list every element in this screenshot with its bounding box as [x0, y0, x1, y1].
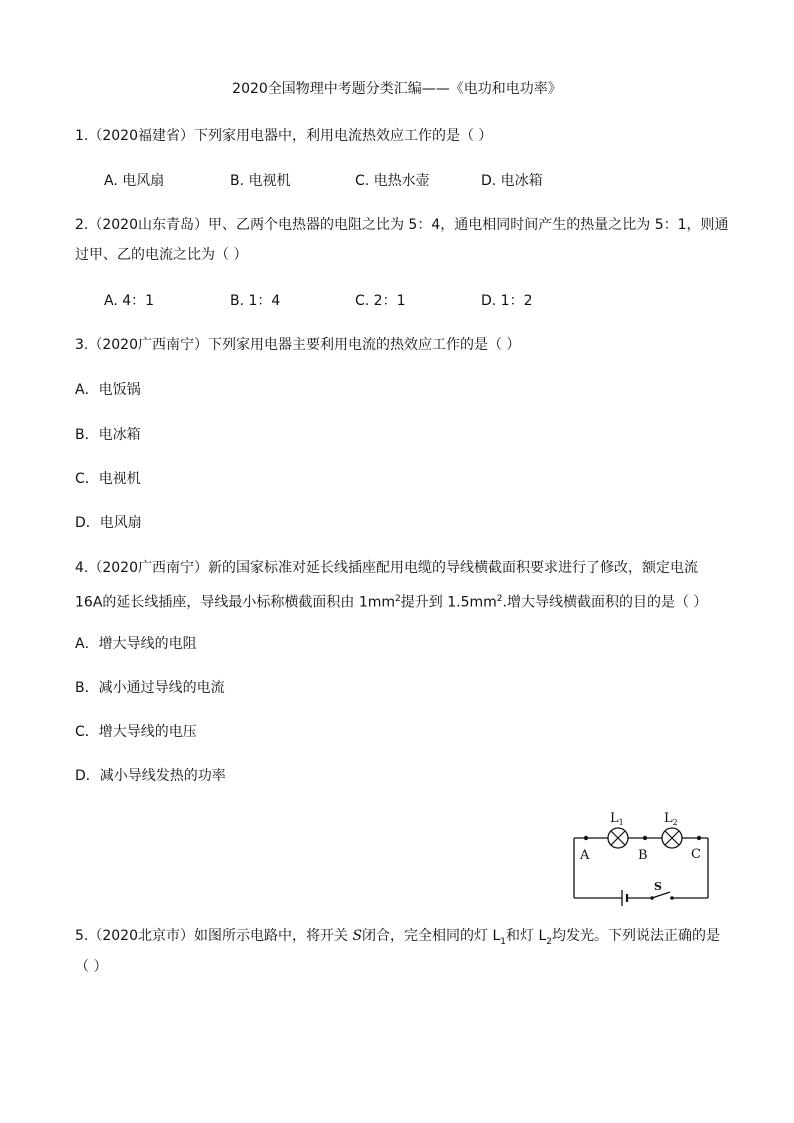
superscript-2: 2: [496, 594, 503, 604]
question-5-stem-part-d: 均发光。下列说法正确的是: [552, 928, 720, 944]
question-5-stem-part-c: 和灯 L: [506, 928, 547, 944]
question-4-option-d: D．减小导线发热的功率: [75, 768, 226, 784]
lamp-l1: [608, 828, 628, 848]
question-4-stem-part-a: 16A的延长线插座，导线最小标称横截面积由 1mm: [75, 594, 396, 611]
question-4-stem-part-c: .增大导线横截面积的目的是（ ）: [502, 594, 708, 611]
question-5-stem-part-b: 闭合，完全相同的灯 L: [362, 928, 501, 944]
question-4-option-a: A．增大导线的电阻: [75, 636, 197, 652]
question-3-option-d: D．电风扇: [75, 515, 142, 531]
question-4-option-b: B．减小通过导线的电流: [75, 680, 225, 696]
junction-a: [584, 836, 588, 840]
question-1-option-b: B. 电视机: [230, 173, 291, 189]
circuit-diagram: [566, 808, 716, 908]
lamp2-label: $L_2$: [664, 811, 678, 827]
subscript-2: 2: [546, 936, 552, 947]
junction-b: [643, 836, 647, 840]
question-3-option-b: B．电冰箱: [75, 427, 141, 443]
question-2-option-a: A. 4：1: [104, 293, 155, 309]
question-3-option-c: C．电视机: [75, 471, 141, 487]
question-2-option-b: B. 1：4: [230, 293, 281, 309]
question-1-stem: 1.（2020福建省）下列家用电器中，利用电流热效应工作的是（ ）: [75, 128, 493, 144]
question-5-stem-part-a: 5.（2020北京市）如图所示电路中，将开关: [75, 928, 353, 944]
question-5-stem-line1: [75, 926, 720, 952]
question-2-option-c: C. 2：1: [355, 293, 406, 309]
lamp1-label: $L_1$: [610, 811, 624, 827]
question-4-stem-part-b: 提升到 1.5mm: [400, 594, 497, 611]
lamp-l2: [662, 828, 682, 848]
point-c-label: C: [691, 847, 701, 862]
question-2-stem-line1: 2.（2020山东青岛）甲、乙两个电热器的电阻之比为 5：4，通电相同时间产生的热量之比为 5：1，则通: [75, 217, 729, 233]
question-1-option-a: A. 电风扇: [104, 173, 165, 189]
switch-variable: S: [352, 928, 363, 944]
question-3-option-a: A．电饭锅: [75, 382, 141, 398]
switch-label: S: [654, 880, 662, 893]
point-a-label: A: [580, 848, 590, 863]
question-1-option-c: C. 电热水壶: [355, 173, 430, 189]
question-4-stem-line1: 4.（2020广西南宁）新的国家标准对延长线插座配用电缆的导线横截面积要求进行了修改，额定电流: [75, 560, 698, 576]
question-4-option-c: C．增大导线的电压: [75, 724, 197, 740]
page-title: 2020全国物理中考题分类汇编——《电功和电功率》: [232, 81, 562, 97]
point-b-label: B: [638, 848, 648, 863]
junction-c: [697, 836, 701, 840]
question-2-option-d: D. 1：2: [481, 293, 533, 309]
question-2-stem-line2: 过甲、乙的电流之比为（ ）: [75, 247, 248, 263]
question-4-stem-line2: [75, 589, 707, 613]
question-1-option-d: D. 电冰箱: [481, 173, 543, 189]
subscript-1: 1: [500, 936, 507, 947]
question-5-stem-line2: （ ）: [75, 959, 108, 975]
superscript-2: 2: [395, 594, 401, 604]
question-3-stem: 3.（2020广西南宁）下列家用电器主要利用电流的热效应工作的是（ ）: [75, 337, 521, 353]
